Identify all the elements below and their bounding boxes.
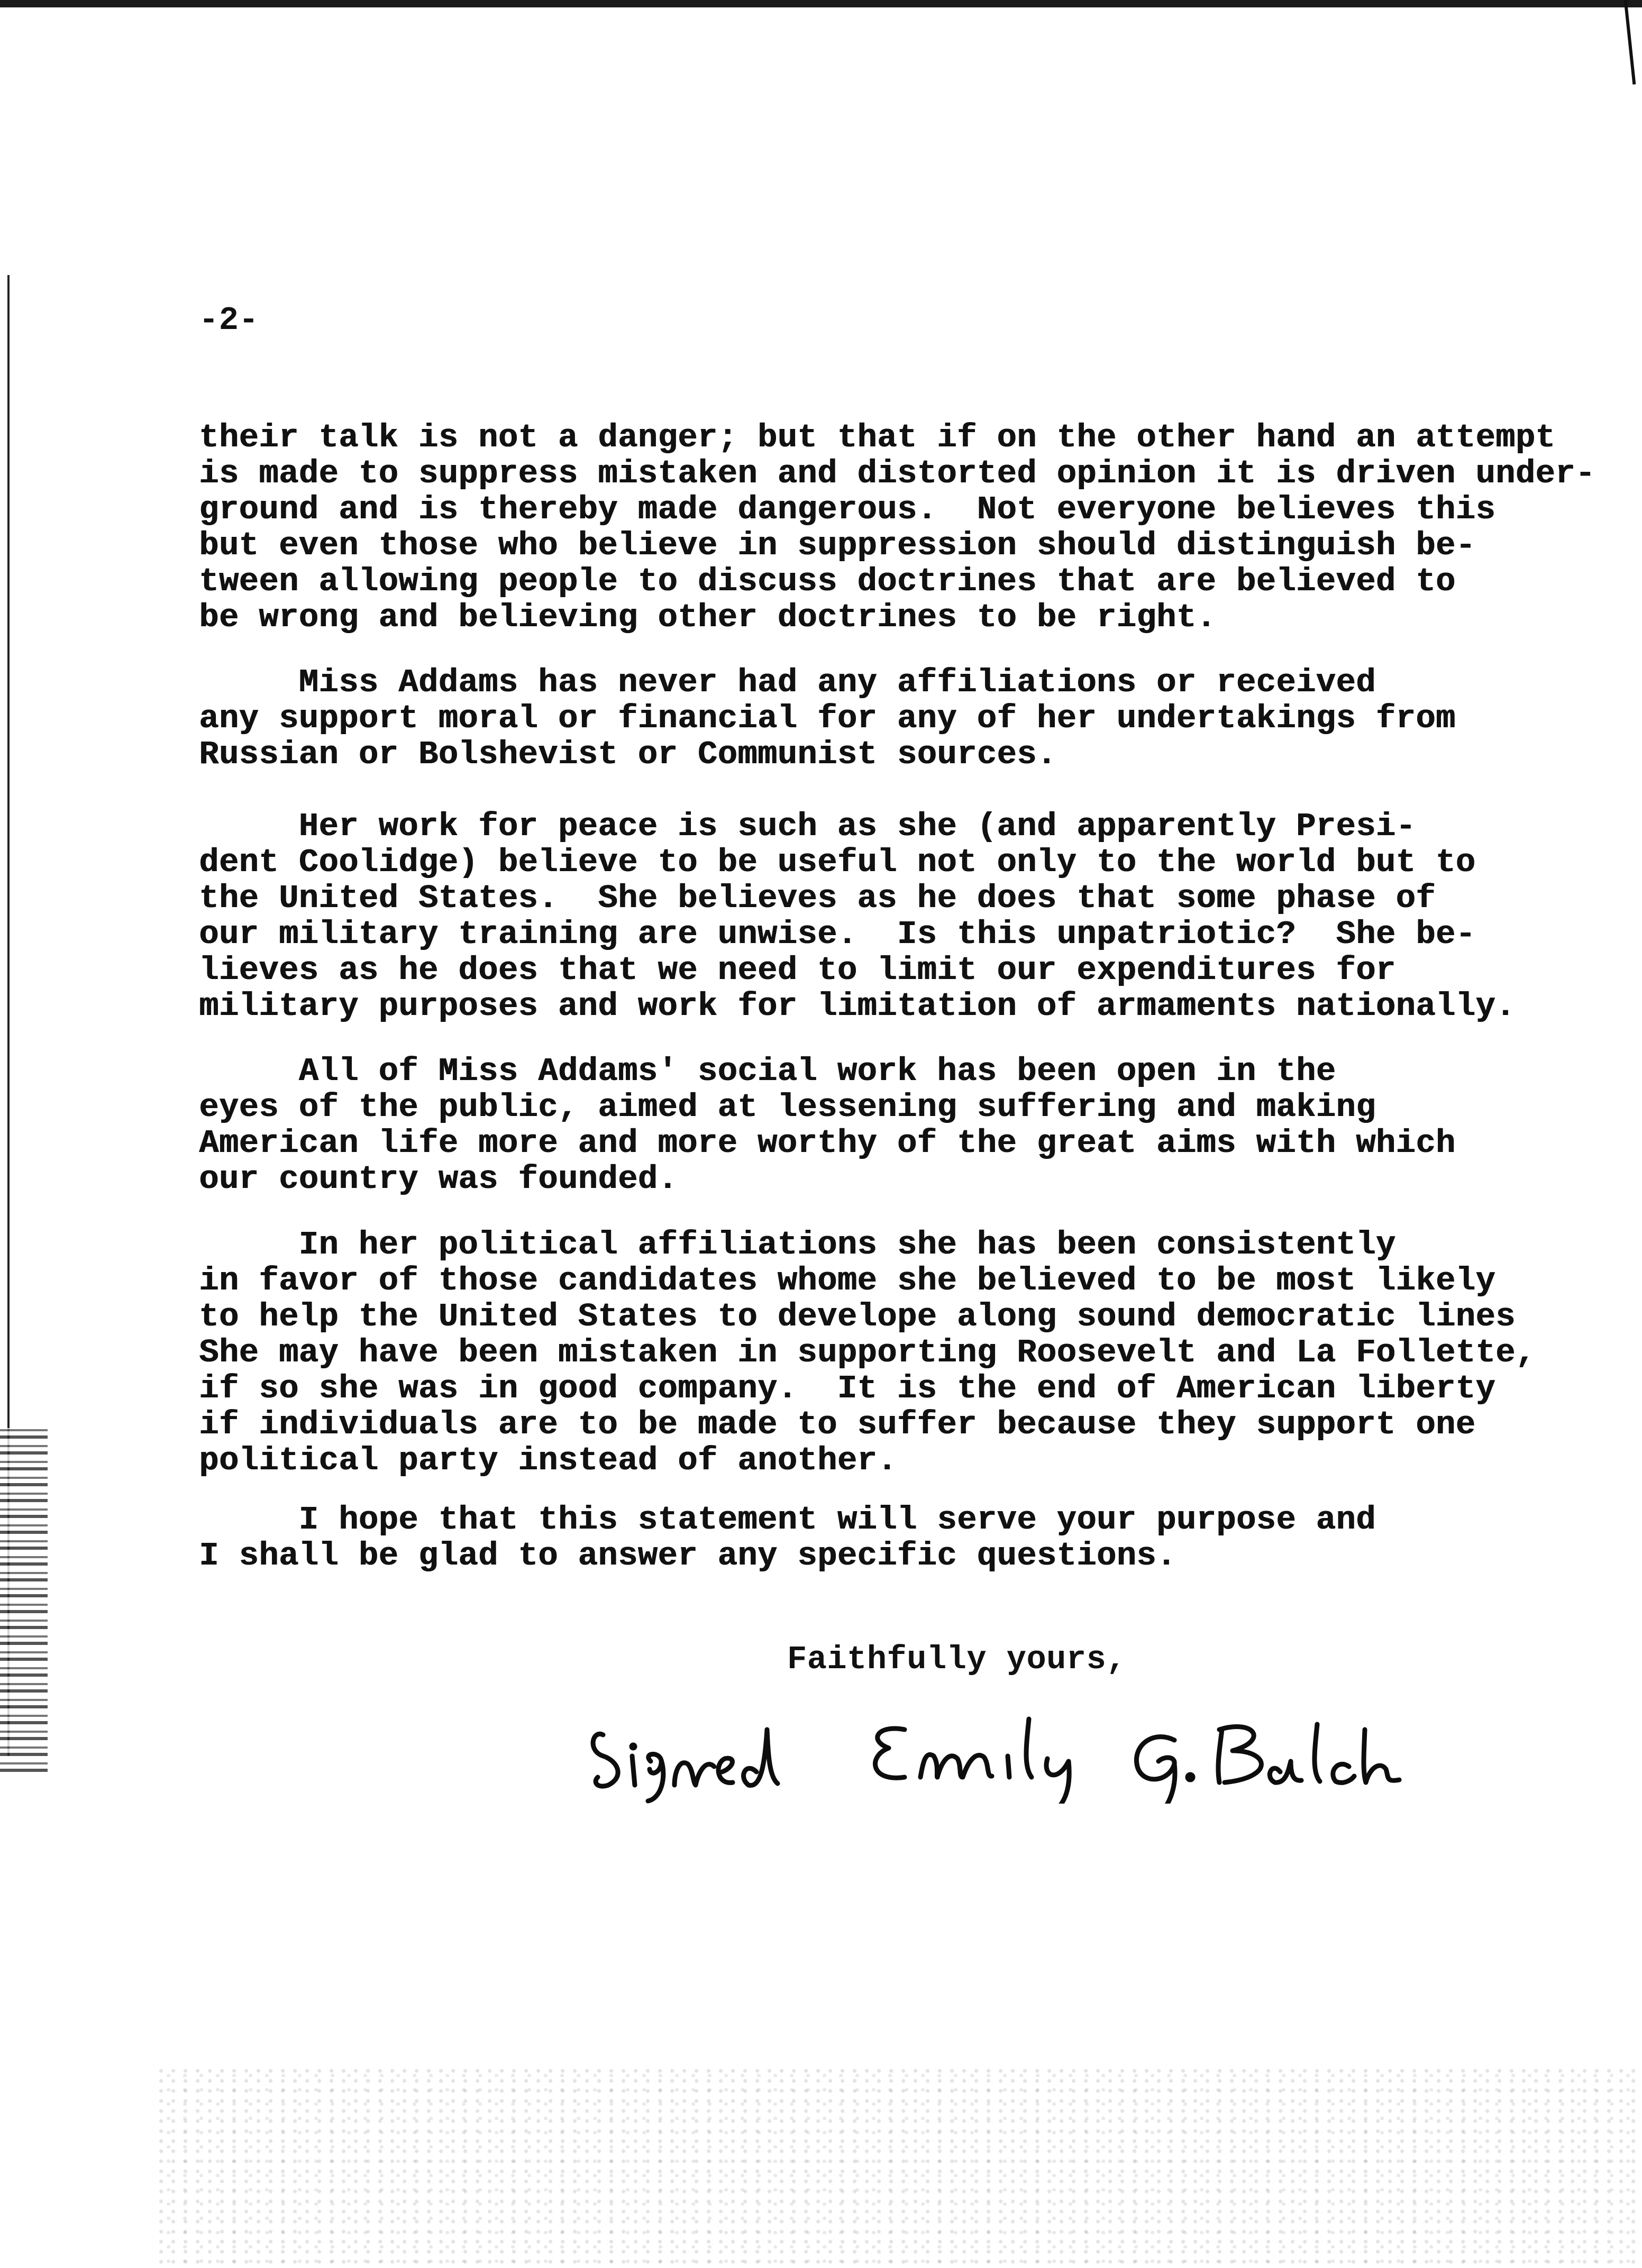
paragraph-5-line-6: if individuals are to be made to suffer because they support one bbox=[199, 1406, 1476, 1443]
scan-right-edge bbox=[1624, 0, 1636, 85]
scan-top-edge bbox=[0, 0, 1642, 7]
paragraph-6-line-1: I hope that this statement will serve your purpose and bbox=[199, 1501, 1376, 1539]
paragraph-5-line-5: if so she was in good company. It is the end of American liberty bbox=[199, 1370, 1495, 1407]
paragraph-5-line-1: In her political affiliations she has been consistently bbox=[199, 1226, 1396, 1264]
paragraph-2-line-3: Russian or Bolshevist or Communist sources. bbox=[199, 736, 1057, 773]
paragraph-3-line-4: our military training are unwise. Is this unpatriotic? She be- bbox=[199, 916, 1476, 953]
paragraph-3-line-2: dent Coolidge) believe to be useful not only to the world but to bbox=[199, 844, 1476, 881]
binding-mark bbox=[0, 1428, 48, 1772]
paragraph-3-line-3: the United States. She believes as he does that some phase of bbox=[199, 880, 1436, 917]
closing-salutation: Faithfully yours, bbox=[787, 1641, 1127, 1678]
paragraph-3-line-1: Her work for peace is such as she (and apparently Presi- bbox=[199, 808, 1416, 845]
paragraph-1-line-2: is made to suppress mistaken and distorted opinion it is driven under- bbox=[199, 455, 1595, 492]
paragraph-5-line-4: She may have been mistaken in supporting Roosevelt and La Follette, bbox=[199, 1334, 1536, 1371]
paragraph-1-line-6: be wrong and believing other doctrines to be right. bbox=[199, 599, 1217, 636]
paragraph-3-line-6: military purposes and work for limitation of armaments nationally. bbox=[199, 987, 1516, 1025]
paragraph-5-line-3: to help the United States to develope along sound democratic lines bbox=[199, 1298, 1516, 1336]
page-number: -2- bbox=[199, 301, 259, 339]
paragraph-4-line-1: All of Miss Addams' social work has been open in the bbox=[199, 1053, 1336, 1090]
paragraph-5-line-2: in favor of those candidates whome she believed to be most likely bbox=[199, 1262, 1495, 1300]
paragraph-4-line-4: our country was founded. bbox=[199, 1160, 678, 1198]
paragraph-2-line-1: Miss Addams has never had any affiliations or received bbox=[199, 664, 1376, 701]
paragraph-6-line-2: I shall be glad to answer any specific questions. bbox=[199, 1537, 1176, 1575]
scan-noise bbox=[159, 2063, 1640, 2268]
paragraph-5-line-7: political party instead of another. bbox=[199, 1442, 897, 1479]
paragraph-4-line-2: eyes of the public, aimed at lessening suffering and making bbox=[199, 1089, 1376, 1126]
handwritten-signature bbox=[582, 1698, 1407, 1804]
paragraph-1-line-4: but even those who believe in suppression should distinguish be- bbox=[199, 527, 1476, 564]
paragraph-1-line-1: their talk is not a danger; but that if on the other hand an attempt bbox=[199, 419, 1556, 456]
paragraph-3-line-5: lieves as he does that we need to limit our expenditures for bbox=[199, 952, 1396, 989]
paragraph-1-line-5: tween allowing people to discuss doctrines that are believed to bbox=[199, 563, 1456, 600]
paragraph-4-line-3: American life more and more worthy of the great aims with which bbox=[199, 1124, 1456, 1162]
paragraph-1-line-3: ground and is thereby made dangerous. Not everyone believes this bbox=[199, 491, 1495, 528]
paragraph-2-line-2: any support moral or financial for any of her undertakings from bbox=[199, 700, 1456, 737]
